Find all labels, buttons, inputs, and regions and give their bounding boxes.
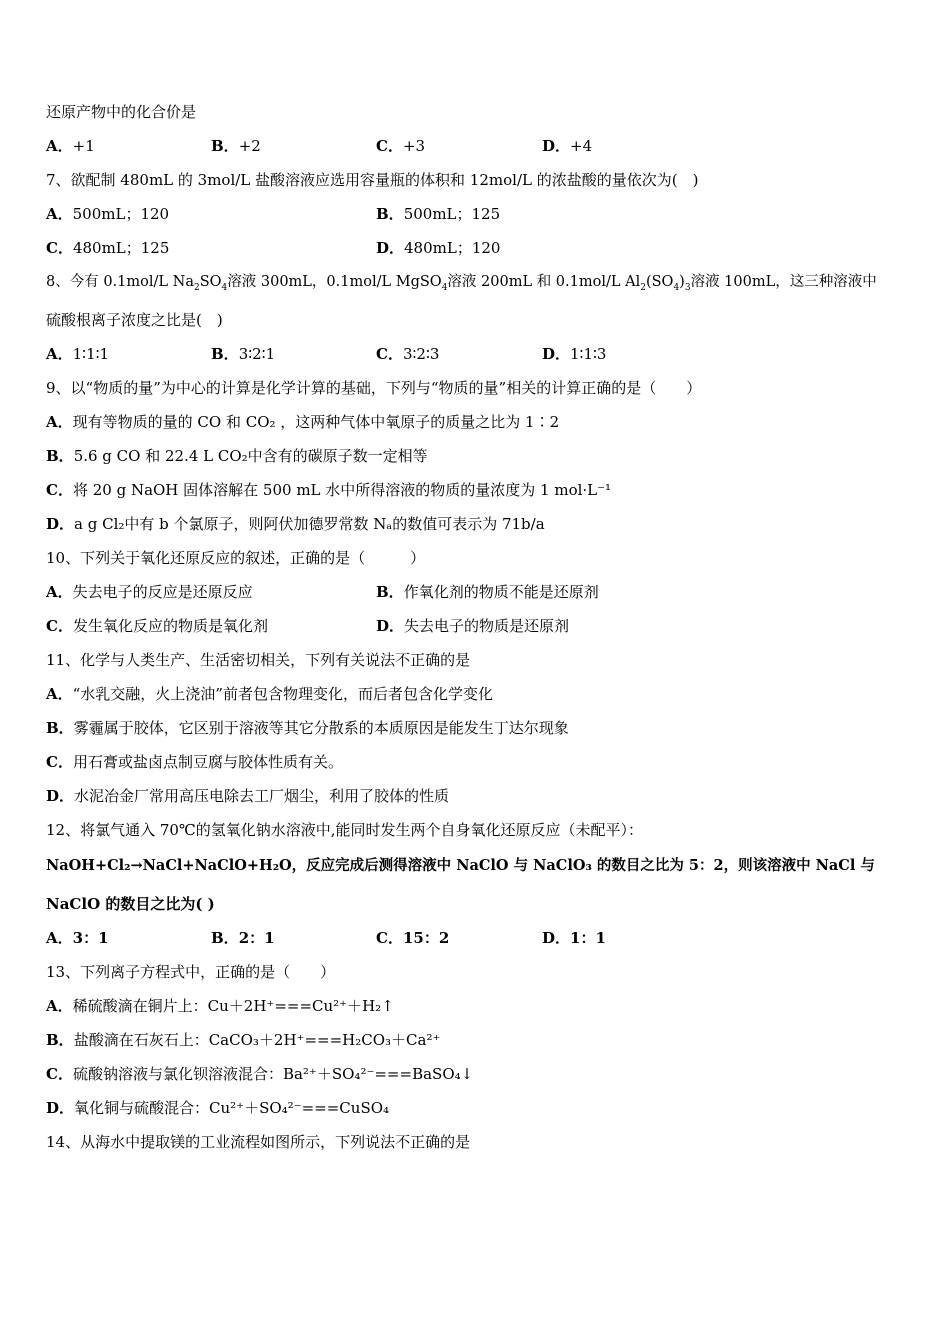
q11-option-c	[46, 752, 343, 772]
option-label: A．	[46, 685, 73, 703]
q6-stem-tail: 还原产物中的化合价是	[46, 103, 197, 121]
q12-option-b	[211, 928, 275, 948]
q12-stem-line3: NaClO 的数目之比为( )	[46, 895, 215, 913]
option-text: 1：1	[570, 929, 606, 947]
q9-stem: 9、以“物质的量”为中心的计算是化学计算的基础，下列与“物质的量”相关的计算正确的是（ ）	[46, 379, 702, 397]
q8-stem-line2: 硫酸根离子浓度之比是( )	[46, 311, 223, 329]
option-text: 盐酸滴在石灰石上：CaCO₃＋2H⁺===H₂CO₃＋Ca²⁺	[73, 1031, 441, 1049]
option-text: 硫酸钠溶液与氯化钡溶液混合：Ba²⁺＋SO₄²⁻===BaSO₄↓	[72, 1065, 474, 1083]
q8-stem-part: 溶液 100mL，这三种溶液中	[690, 274, 877, 290]
q7-stem: 7、欲配制 480mL 的 3mol/L 盐酸溶液应选用容量瓶的体积和 12mol/L 的浓盐酸的量依次为( )	[46, 171, 699, 189]
q8-stem-part: )	[679, 274, 685, 290]
option-text: 发生氧化反应的物质是氧化剂	[72, 617, 268, 635]
option-text: 500mL；125	[403, 205, 501, 223]
option-label: C．	[46, 753, 73, 771]
q10-option-d	[376, 616, 569, 636]
option-label: C．	[376, 137, 403, 155]
option-label: B．	[46, 1031, 74, 1049]
q8-option-a	[46, 344, 109, 364]
option-text: 3∶2∶1	[238, 345, 276, 363]
q10-option-a	[46, 582, 253, 602]
q8-option-b	[211, 344, 275, 364]
q11-option-d	[46, 786, 449, 806]
option-label: B．	[211, 929, 239, 947]
option-text: 3：1	[72, 929, 109, 947]
q11-option-b	[46, 718, 569, 738]
option-text: “水乳交融，火上浇油”前者包含物理变化，而后者包含化学变化	[72, 685, 493, 703]
subscript: 4	[673, 282, 680, 293]
option-label: D．	[46, 1099, 75, 1117]
q8-stem-part: 8、今有 0.1mol/L Na	[46, 274, 194, 290]
option-text: 失去电子的物质是还原剂	[404, 617, 570, 635]
q10-stem: 10、下列关于氧化还原反应的叙述，正确的是（ ）	[46, 549, 426, 567]
option-text: 480mL；120	[404, 239, 501, 257]
option-label: B．	[46, 719, 74, 737]
option-label: C．	[46, 617, 73, 635]
option-label: A．	[46, 583, 73, 601]
q9-option-a	[46, 412, 559, 432]
option-label: D．	[542, 345, 571, 363]
option-text: 现有等物质的量的 CO 和 CO₂ ，这两种气体中氧原子的质量之比为 1∶2	[72, 413, 560, 431]
option-text: +3	[402, 137, 426, 155]
q8-stem-part: (SO	[645, 274, 674, 290]
option-label: A．	[46, 345, 73, 363]
option-text: +1	[72, 137, 95, 155]
subscript: 3	[684, 282, 691, 293]
q12-stem-line2: NaOH+Cl₂→NaCl+NaClO+H₂O，反应完成后测得溶液中 NaClO 与 NaClO₃ 的数目之比为 5：2，则该溶液中 NaCl 与	[46, 857, 875, 874]
q8-stem-part: SO	[199, 274, 222, 290]
q12-option-d	[542, 928, 606, 948]
q7-option-c	[46, 238, 169, 258]
option-label: C．	[46, 481, 73, 499]
q7-option-d	[376, 238, 500, 258]
option-text: 作氧化剂的物质不能是还原剂	[403, 583, 599, 601]
q13-option-b	[46, 1030, 440, 1050]
q7-option-b	[376, 204, 500, 224]
option-text: +4	[570, 137, 593, 155]
subscript: 4	[441, 282, 448, 293]
option-label: A．	[46, 929, 73, 947]
q8-stem	[46, 272, 877, 292]
option-label: C．	[46, 1065, 73, 1083]
q9-option-b	[46, 446, 428, 466]
option-text: 2：1	[238, 929, 275, 947]
q13-option-a	[46, 996, 394, 1016]
subscript: 2	[193, 282, 200, 293]
option-text: a g Cl₂中有 b 个氯原子，则阿伏加德罗常数 Nₐ的数值可表示为 71b/a	[74, 515, 545, 533]
q10-option-c	[46, 616, 268, 636]
q9-option-d	[46, 514, 545, 534]
q8-option-c	[376, 344, 439, 364]
q8-stem-part: 溶液 300mL，0.1mol/L MgSO	[227, 274, 442, 290]
option-label: B．	[376, 583, 404, 601]
option-label: B．	[376, 205, 404, 223]
q12-option-a	[46, 928, 109, 948]
q6-option-a	[46, 136, 95, 156]
q10-option-b	[376, 582, 599, 602]
q12-option-c	[376, 928, 449, 948]
q7-option-a	[46, 204, 169, 224]
option-text: 稀硫酸滴在铜片上：Cu＋2H⁺===Cu²⁺＋H₂↑	[72, 997, 394, 1015]
option-label: D．	[46, 515, 75, 533]
option-text: 480mL；125	[72, 239, 170, 257]
option-label: C．	[376, 929, 403, 947]
subscript: 2	[640, 282, 646, 293]
option-label: D．	[46, 787, 75, 805]
option-label: A．	[46, 205, 73, 223]
option-label: D．	[376, 617, 405, 635]
option-label: C．	[376, 345, 403, 363]
option-text: 1∶1∶3	[570, 345, 607, 363]
q12-stem: 12、将氯气通入 70℃的氢氧化钠水溶液中,能同时发生两个自身氧化还原反应（未配平）：	[46, 821, 643, 839]
subscript: 4	[221, 282, 228, 293]
q11-stem: 11、化学与人类生产、生活密切相关，下列有关说法不正确的是	[46, 651, 471, 669]
option-text: 1∶1∶1	[72, 345, 110, 363]
option-text: 雾霾属于胶体，它区别于溶液等其它分散系的本质原因是能发生丁达尔现象	[73, 719, 569, 737]
option-label: A．	[46, 137, 73, 155]
option-text: 将 20 g NaOH 固体溶解在 500 mL 水中所得溶液的物质的量浓度为 1 mol·L⁻¹	[72, 481, 612, 499]
option-text: 15：2	[402, 929, 450, 947]
option-text: 水泥冶金厂常用高压电除去工厂烟尘，利用了胶体的性质	[74, 787, 450, 805]
q6-option-b	[211, 136, 261, 156]
q9-option-c	[46, 480, 611, 500]
q6-option-c	[376, 136, 425, 156]
q8-option-d	[542, 344, 606, 364]
q13-option-d	[46, 1098, 389, 1118]
option-label: B．	[46, 447, 74, 465]
q14-stem: 14、从海水中提取镁的工业流程如图所示，下列说法不正确的是	[46, 1133, 471, 1151]
option-label: D．	[542, 929, 571, 947]
q6-option-d	[542, 136, 592, 156]
option-text: 用石膏或盐卤点制豆腐与胶体性质有关。	[72, 753, 343, 771]
q8-stem-part: 溶液 200mL 和 0.1mol/L Al	[447, 274, 641, 290]
option-label: A．	[46, 413, 73, 431]
option-text: 5.6 g CO 和 22.4 L CO₂中含有的碳原子数一定相等	[73, 447, 428, 465]
option-label: D．	[542, 137, 571, 155]
q11-option-a	[46, 684, 493, 704]
q13-stem: 13、下列离子方程式中，正确的是（ ）	[46, 963, 336, 981]
option-text: 500mL；120	[72, 205, 170, 223]
option-label: C．	[46, 239, 73, 257]
option-text: 氧化铜与硫酸混合：Cu²⁺＋SO₄²⁻===CuSO₄	[74, 1099, 390, 1117]
option-label: B．	[211, 137, 239, 155]
option-text: +2	[238, 137, 261, 155]
option-label: B．	[211, 345, 239, 363]
q13-option-c	[46, 1064, 473, 1084]
option-label: D．	[376, 239, 405, 257]
option-text: 3∶2∶3	[402, 345, 440, 363]
option-text: 失去电子的反应是还原反应	[72, 583, 253, 601]
option-label: A．	[46, 997, 73, 1015]
